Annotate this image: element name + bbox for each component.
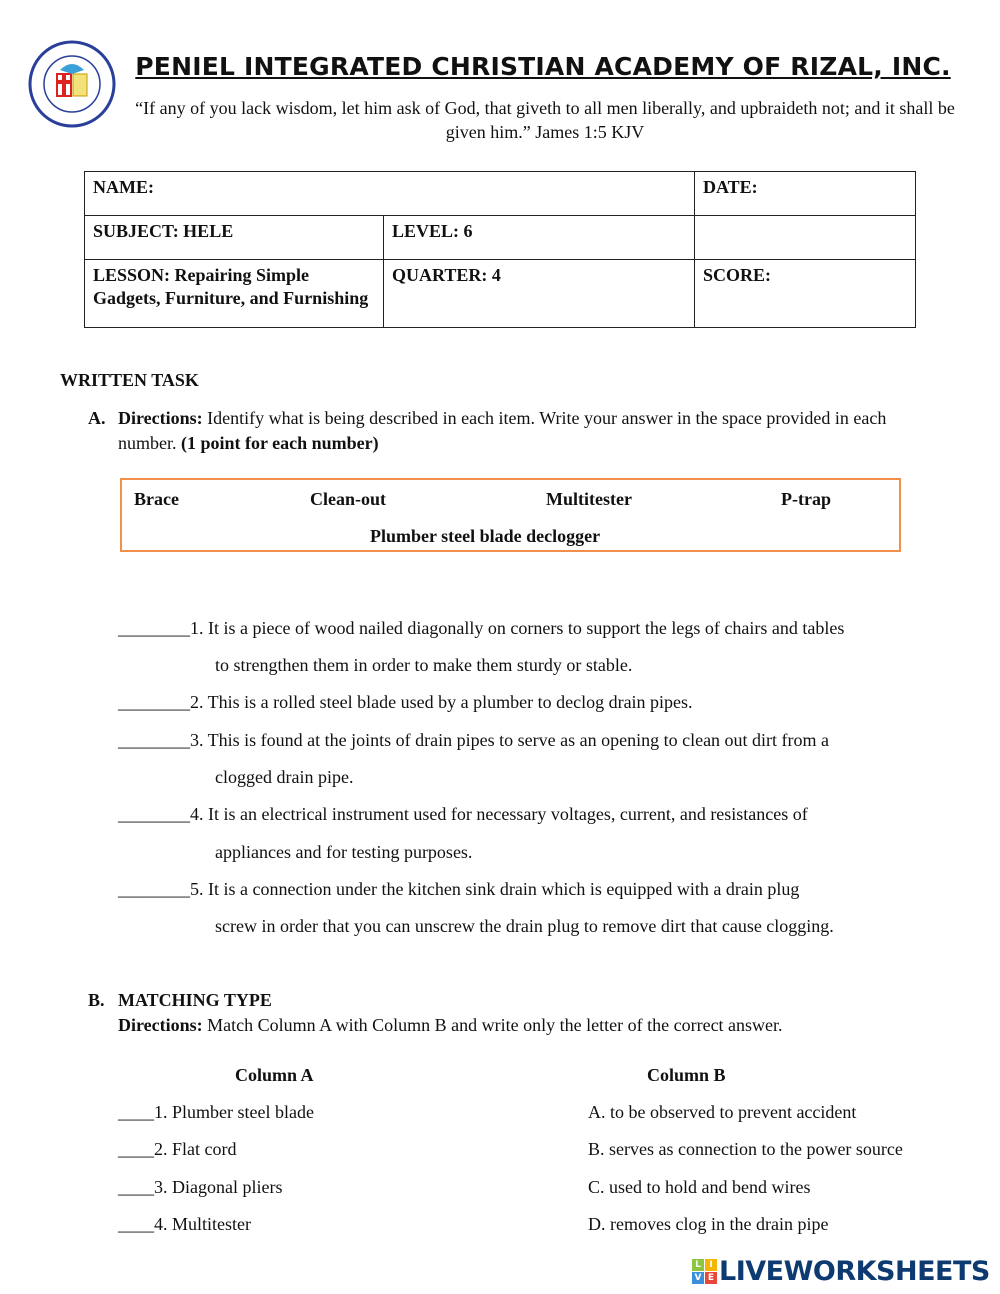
word-bank-item: Brace [134, 489, 179, 509]
match-text: 3. Diagonal pliers [154, 1177, 283, 1197]
answer-blank[interactable]: ____ [118, 1177, 154, 1197]
match-item-b: A. to be observed to prevent accident [588, 1102, 857, 1122]
section-heading: WRITTEN TASK [60, 370, 199, 390]
tile: E [705, 1272, 717, 1284]
part-letter: B. [88, 990, 105, 1010]
answer-blank[interactable]: ________ [118, 618, 190, 638]
match-item-b: B. serves as connection to the power source [588, 1139, 903, 1159]
question-item [118, 871, 799, 908]
question-text: 2. This is a rolled steel blade used by a plumber to declog drain pipes. [190, 692, 693, 712]
question-text-cont: clogged drain pipe. [215, 767, 354, 787]
school-logo [26, 40, 118, 128]
part-b-directions [118, 1015, 783, 1036]
bible-verse: “If any of you lack wisdom, let him ask of God, that giveth to all men liberally, and upbraideth not; and it shall be given him.” James 1:5 KJV [135, 98, 955, 142]
column-b-header: Column B [647, 1065, 726, 1085]
name-field[interactable]: NAME: [85, 172, 695, 216]
part-a-directions [88, 406, 928, 456]
word-bank [120, 478, 901, 552]
date-field[interactable]: DATE: [695, 172, 916, 216]
question-text: 4. It is an electrical instrument used for necessary voltages, current, and resistances of [190, 804, 808, 824]
answer-blank[interactable]: ____ [118, 1102, 154, 1122]
match-item-b: D. removes clog in the drain pipe [588, 1214, 829, 1234]
school-name: PENIEL INTEGRATED CHRISTIAN ACADEMY OF RIZAL, INC. [135, 52, 951, 81]
question-item [118, 796, 808, 833]
quarter-cell: QUARTER: 4 [384, 260, 695, 328]
word-bank-item: P-trap [781, 489, 831, 509]
question-text: 5. It is a connection under the kitchen sink drain which is equipped with a drain plug [190, 879, 800, 899]
word-bank-item: Multitester [546, 489, 632, 509]
match-item-a [118, 1102, 314, 1123]
part-title: MATCHING TYPE [118, 990, 272, 1010]
match-item-a [118, 1139, 237, 1160]
question-item [118, 610, 844, 647]
question-text-cont: screw in order that you can unscrew the drain plug to remove dirt that cause clogging. [215, 916, 834, 936]
answer-blank[interactable]: ________ [118, 692, 190, 712]
match-text: 1. Plumber steel blade [154, 1102, 314, 1122]
directions-label: Directions: [118, 1015, 203, 1035]
tile: I [705, 1259, 717, 1271]
answer-blank[interactable]: ________ [118, 804, 190, 824]
level-cell: LEVEL: 6 [384, 216, 695, 260]
match-item-a [118, 1177, 282, 1198]
directions-text: Match Column A with Column B and write only the letter of the correct answer. [202, 1015, 783, 1035]
answer-blank[interactable]: ____ [118, 1214, 154, 1234]
match-text: 4. Multitester [154, 1214, 251, 1234]
part-letter: A. [88, 408, 106, 428]
question-item [118, 722, 829, 759]
question-text-cont: to strengthen them in order to make them sturdy or stable. [215, 655, 633, 675]
tile: L [692, 1259, 704, 1271]
answer-blank[interactable]: ____ [118, 1139, 154, 1159]
word-bank-item: Clean-out [310, 489, 386, 509]
question-text: 3. This is found at the joints of drain pipes to serve as an opening to clean out dirt from a [190, 730, 830, 750]
live-tiles-icon [692, 1259, 717, 1284]
match-item-b: C. used to hold and bend wires [588, 1177, 811, 1197]
empty-cell [695, 216, 916, 260]
score-field[interactable]: SCORE: [695, 260, 916, 328]
lesson-cell: LESSON: Repairing Simple Gadgets, Furniture, and Furnishing [85, 260, 384, 328]
question-item [118, 684, 693, 721]
question-text: 1. It is a piece of wood nailed diagonally on corners to support the legs of chairs and tables [190, 618, 845, 638]
part-b-heading [88, 990, 272, 1011]
tile: V [692, 1272, 704, 1284]
liveworksheets-logo [692, 1256, 990, 1287]
directions-label: Directions: [118, 408, 203, 428]
student-info-table [84, 171, 916, 328]
answer-blank[interactable]: ________ [118, 730, 190, 750]
column-a-header: Column A [235, 1065, 314, 1085]
directions-text: Identify what is being described in each item. Write your answer in the space provided in each number. [118, 408, 887, 453]
match-text: 2. Flat cord [154, 1139, 237, 1159]
brand-name: LIVEWORKSHEETS [719, 1256, 990, 1287]
answer-blank[interactable]: ________ [118, 879, 190, 899]
subject-cell: SUBJECT: HELE [85, 216, 384, 260]
question-text-cont: appliances and for testing purposes. [215, 842, 473, 862]
points-note: (1 point for each number) [181, 433, 379, 453]
match-item-a [118, 1214, 251, 1235]
word-bank-item: Plumber steel blade declogger [370, 526, 601, 546]
